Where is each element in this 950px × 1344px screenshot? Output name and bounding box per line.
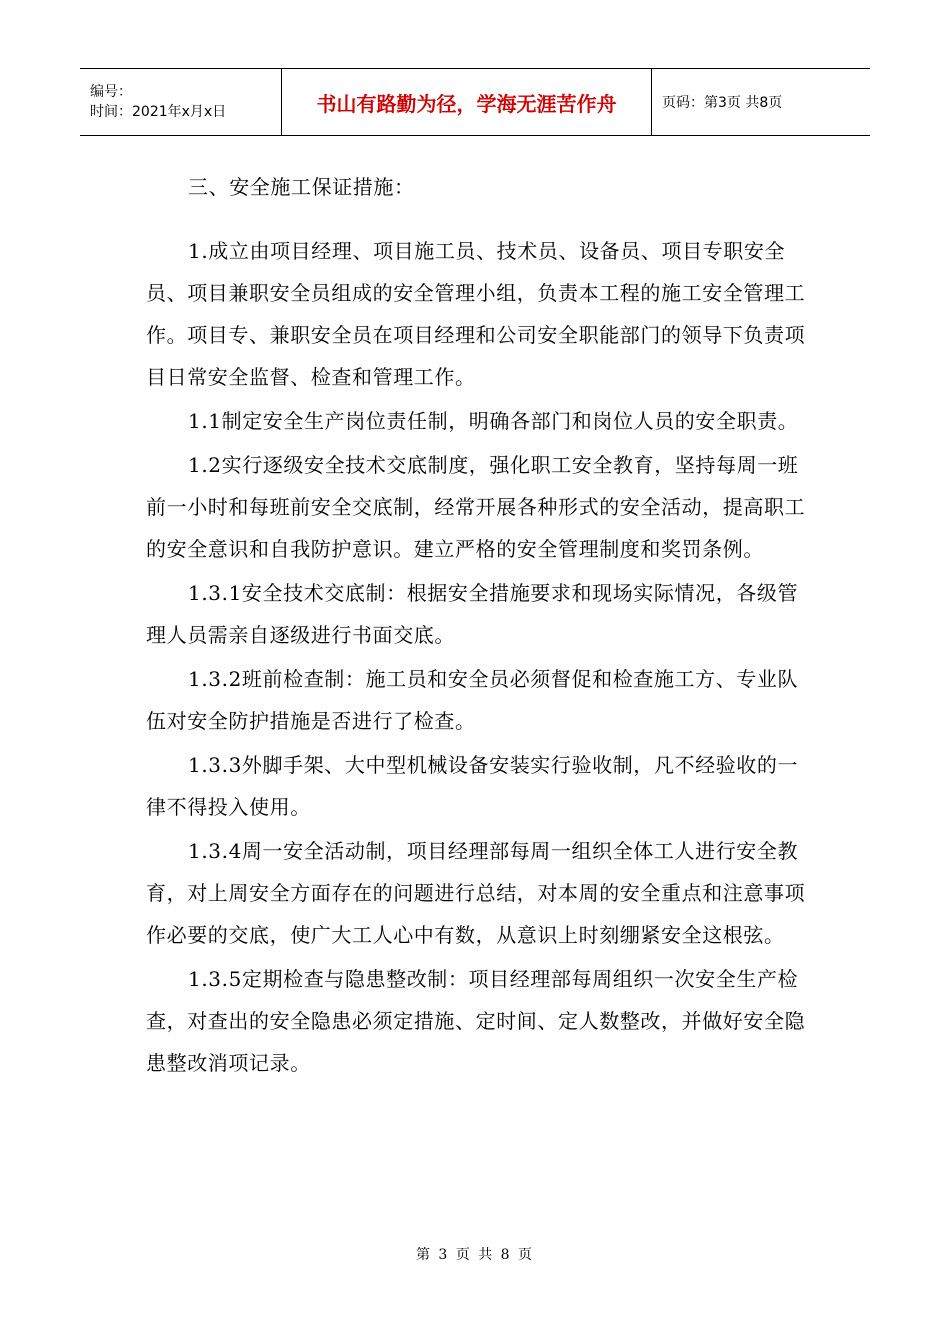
paragraph: 1.3.5定期检查与隐患整改制：项目经理部每周组织一次安全生产检查，对查出的安全隐患必须定措施、定时间、定人数整改，并做好安全隐患整改消项记录。 bbox=[146, 967, 806, 1075]
document-body bbox=[146, 166, 808, 1086]
paragraph: 1.3.3外脚手架、大中型机械设备安装实行验收制，凡不经验收的一律不得投入使用。 bbox=[146, 753, 799, 819]
page-header bbox=[80, 68, 870, 136]
document-number-label: 编号： bbox=[90, 84, 132, 100]
paragraph: 1.3.1安全技术交底制：根据安全措施要求和现场实际情况，各级管理人员需亲自逐级进行书面交底。 bbox=[146, 581, 799, 647]
header-meta bbox=[80, 69, 282, 135]
document-date: 时间：2021年x月x日 bbox=[90, 104, 227, 120]
section-heading: 三、安全施工保证措施： bbox=[188, 175, 415, 199]
paragraph: 1.2实行逐级安全技术交底制度，强化职工安全教育，坚持每周一班前一小时和每班前安全交底制，经常开展各种形式的安全活动，提高职工的安全意识和自我防护意识。建立严格的安全管理制度和奖罚条例。 bbox=[146, 453, 806, 561]
paragraph: 1.3.2班前检查制：施工员和安全员必须督促和检查施工方、专业队伍对安全防护措施是否进行了检查。 bbox=[146, 667, 799, 733]
paragraph: 1.3.4周一安全活动制，项目经理部每周一组织全体工人进行安全教育，对上周安全方面存在的问题进行总结，对本周的安全重点和注意事项作必要的交底，使广大工人心中有数，从意识上时刻绷紧安全这根弦。 bbox=[146, 839, 806, 947]
paragraph: 1.成立由项目经理、项目施工员、技术员、设备员、项目专职安全员、项目兼职安全员组成的安全管理小组，负责本工程的施工安全管理工作。项目专、兼职安全员在项目经理和公司安全职能部门的领导下负责项目日常安全监督、检查和管理工作。 bbox=[146, 239, 806, 389]
header-page-info: 页码：第3页 共8页 bbox=[662, 95, 783, 111]
paragraph: 1.1制定安全生产岗位责任制，明确各部门和岗位人员的安全职责。 bbox=[188, 409, 799, 433]
page-footer: 第 3 页 共 8 页 bbox=[415, 1247, 535, 1263]
header-motto: 书山有路勤为径，学海无涯苦作舟 bbox=[282, 69, 652, 135]
